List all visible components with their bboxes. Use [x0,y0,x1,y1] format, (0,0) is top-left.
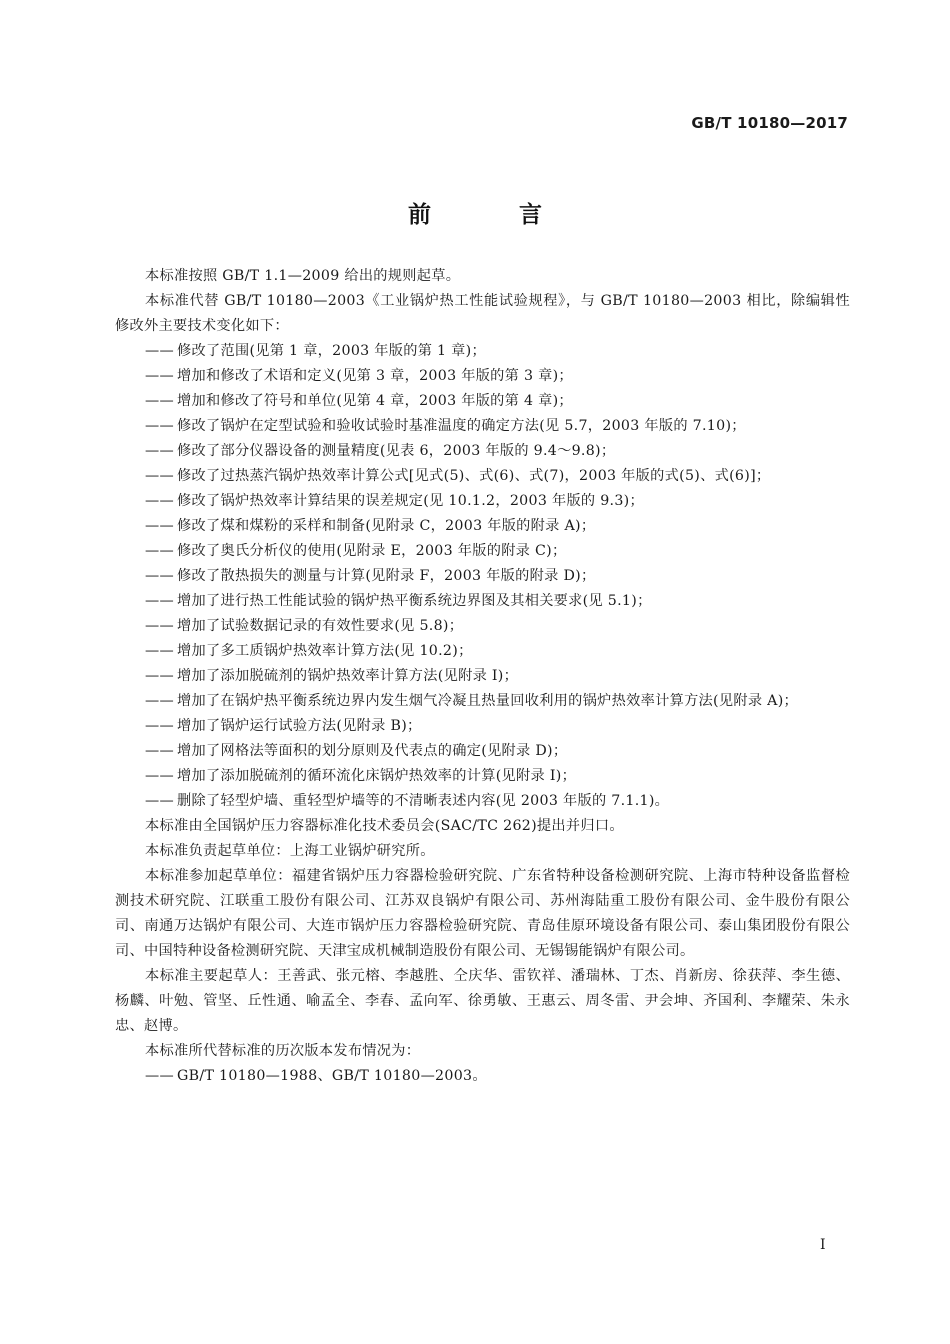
list-dash: —— [145,718,174,734]
list-item-text: 增加了多工质锅炉热效率计算方法(见 10.2)； [177,643,473,659]
list-item-text: 修改了范围(见第 1 章，2003 年版的第 1 章)； [177,343,486,359]
list-item [115,689,850,714]
list-item-text: 增加了网格法等面积的划分原则及代表点的确定(见附录 D)； [177,743,568,759]
list-item-text: 增加和修改了术语和定义(见第 3 章，2003 年版的第 3 章)； [177,368,573,384]
list-dash: —— [145,768,174,784]
list-item [115,339,850,364]
list-dash: —— [145,543,174,559]
list-dash: —— [145,593,174,609]
list-dash: —— [145,443,174,459]
list-item-text: 增加了添加脱硫剂的循环流化床锅炉热效率的计算(见附录 I)； [177,768,577,784]
paragraph-main-drafters: 本标准主要起草人：王善武、张元榕、李越胜、仝庆华、雷钦祥、潘瑞林、丁杰、肖新房、徐获萍、李生德、杨麟、叶勉、管坚、丘性通、喻孟全、李春、孟向军、徐勇敏、王惠云、周冬雷、尹会坤、齐国利、李耀荣、朱永忠、赵博。 [115,968,850,1034]
paragraph-history-intro: 本标准所代替标准的历次版本发布情况为： [145,1043,421,1059]
list-dash: —— [145,1068,174,1084]
list-item [115,764,850,789]
list-dash: —— [145,343,174,359]
list-dash: —— [145,518,174,534]
list-dash: —— [145,568,174,584]
list-item-text: 修改了锅炉在定型试验和验收试验时基准温度的确定方法(见 5.7，2003 年版的 7.10)； [177,418,746,434]
list-dash: —— [145,793,174,809]
list-dash: —— [145,368,174,384]
list-item-text: 删除了轻型炉墙、重轻型炉墙等的不清晰表述内容(见 2003 年版的 7.1.1)。 [177,793,670,809]
list-dash: —— [145,693,174,709]
document-body [115,264,850,1089]
list-item [115,539,850,564]
list-item-text: 增加了试验数据记录的有效性要求(见 5.8)； [177,618,464,634]
list-dash: —— [145,643,174,659]
page-number: I [820,1237,826,1253]
list-item-text: 修改了过热蒸汽锅炉热效率计算公式[见式(5)、式(6)、式(7)，2003 年版的式(5)、式(6)]； [177,468,771,484]
list-item [115,714,850,739]
paragraph-replacement: 本标准代替 GB/T 10180—2003《工业锅炉热工性能试验规程》，与 GB/T 10180—2003 相比，除编辑性修改外主要技术变化如下： [115,293,850,334]
list-item-text: 修改了奥氏分析仪的使用(见附录 E，2003 年版的附录 C)； [177,543,567,559]
list-item [115,489,850,514]
list-dash: —— [145,618,174,634]
changes-list [115,339,850,814]
history-item [115,1064,850,1089]
list-item-text: 增加了在锅炉热平衡系统边界内发生烟气冷凝且热量回收利用的锅炉热效率计算方法(见附录 A)； [177,693,799,709]
list-item-text: 增加和修改了符号和单位(见第 4 章，2003 年版的第 4 章)； [177,393,573,409]
paragraph-lead-drafter: 本标准负责起草单位：上海工业锅炉研究所。 [145,843,435,859]
list-item [115,389,850,414]
list-item [115,639,850,664]
paragraph-proposer: 本标准由全国锅炉压力容器标准化技术委员会(SAC/TC 262)提出并归口。 [145,818,624,834]
list-item [115,414,850,439]
standard-code: GB/T 10180—2017 [691,114,848,132]
list-dash: —— [145,393,174,409]
list-item-text: 修改了散热损失的测量与计算(见附录 F，2003 年版的附录 D)； [177,568,596,584]
list-item-text: 修改了煤和煤粉的采样和制备(见附录 C，2003 年版的附录 A)； [177,518,596,534]
list-dash: —— [145,668,174,684]
list-dash: —— [145,493,174,509]
list-item-text: 增加了添加脱硫剂的锅炉热效率计算方法(见附录 I)； [177,668,519,684]
list-item [115,664,850,689]
history-item-text: GB/T 10180—1988、GB/T 10180—2003。 [177,1068,487,1084]
list-item-text: 修改了锅炉热效率计算结果的误差规定(见 10.1.2，2003 年版的 9.3)； [177,493,645,509]
list-item [115,739,850,764]
list-dash: —— [145,468,174,484]
list-item [115,464,850,489]
list-dash: —— [145,743,174,759]
page-title: 前 言 [407,202,582,228]
list-item [115,364,850,389]
list-item-text: 增加了进行热工性能试验的锅炉热平衡系统边界图及其相关要求(见 5.1)； [177,593,652,609]
paragraph-drafting-rules: 本标准按照 GB/T 1.1—2009 给出的规则起草。 [145,268,461,284]
list-item [115,439,850,464]
list-item [115,789,850,814]
list-item [115,614,850,639]
paragraph-participating-units: 本标准参加起草单位：福建省锅炉压力容器检验研究院、广东省特种设备检测研究院、上海市特种设备监督检测技术研究院、江联重工股份有限公司、江苏双良锅炉有限公司、苏州海陆重工股份有限公司、金牛股份有限公司、南通万达锅炉有限公司、大连市锅炉压力容器检验研究院、青岛佳原环境设备有限公司、泰山集团股份有限公司、中国特种设备检测研究院、天津宝成机械制造股份有限公司、无锡锡能锅炉有限公司。 [115,868,850,959]
list-dash: —— [145,418,174,434]
list-item-text: 增加了锅炉运行试验方法(见附录 B)； [177,718,422,734]
list-item [115,589,850,614]
list-item [115,514,850,539]
list-item-text: 修改了部分仪器设备的测量精度(见表 6，2003 年版的 9.4～9.8)； [177,443,616,459]
list-item [115,564,850,589]
